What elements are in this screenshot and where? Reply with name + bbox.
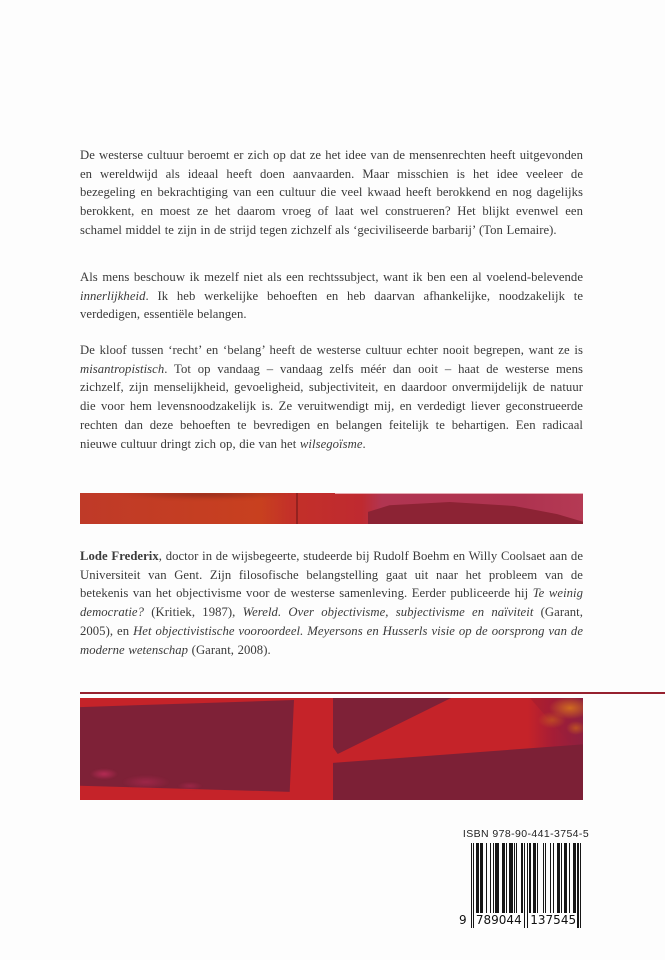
artwork-band-maroon-wedge bbox=[333, 698, 451, 754]
barcode-module bbox=[580, 843, 581, 928]
isbn-label: ISBN 978-90-441-3754-5 bbox=[462, 828, 590, 840]
barcode-bars bbox=[459, 843, 581, 928]
artwork-band-orange-speckle bbox=[532, 698, 583, 746]
barcode-lead-digit: 9 bbox=[459, 913, 467, 927]
divider-rule bbox=[80, 692, 665, 694]
barcode-digits-right: 137545 bbox=[530, 913, 577, 927]
author-bio bbox=[80, 547, 583, 659]
paragraph-recht-belang bbox=[80, 341, 583, 453]
text-segment: (Garant, 2008). bbox=[188, 642, 271, 657]
artwork-strip-hairline bbox=[335, 493, 583, 494]
barcode-digits-left: 789044 bbox=[475, 913, 522, 927]
text-segment: misantropistisch bbox=[80, 361, 165, 376]
isbn-barcode bbox=[459, 828, 590, 928]
paragraph-human-rights bbox=[80, 146, 583, 240]
text-segment: . Ik heb werkelijke behoeften en heb daarvan afhankelijke, noodzakelijk te verdedigen, essentiële belangen. bbox=[80, 288, 583, 322]
text-segment: . bbox=[362, 436, 366, 451]
artwork-band-bottom-maroon bbox=[333, 742, 583, 800]
text-segment: Als mens beschouw ik mezelf niet als een rechtssubject, want ik ben een al voelend-belevende bbox=[80, 270, 583, 284]
text-segment: innerlijkheid bbox=[80, 288, 146, 303]
artwork-band-pink-speckle bbox=[82, 756, 242, 794]
artwork-strip-seam bbox=[296, 493, 298, 524]
text-segment: wilsegoïsme bbox=[299, 436, 363, 451]
text-segment: De kloof tussen ‘recht’ en ‘belang’ heeft de westerse cultuur echter nooit begrepen, want ze is bbox=[80, 343, 583, 357]
artwork-band bbox=[80, 698, 583, 800]
artwork-strip-smudge bbox=[100, 493, 310, 503]
text-segment: , doctor in de wijsbegeerte, studeerde bij Rudolf Boehm en Willy Coolsaet aan de Universiteit van Gent. Zijn filosofische belangstelling gaat uit naar het probleem van de betekenis van het objectivisme voor de westerse samenleving. Eerder publiceerde hij bbox=[80, 549, 583, 601]
artwork-strip bbox=[80, 493, 583, 524]
text-segment: (Garant, 2005), en bbox=[80, 605, 583, 638]
text-segment: . Tot op vandaag – vandaag zelfs méér dan ooit – haat de westerse mens zichzelf, zijn menselijkheid, gevoeligheid, subjectiviteit, en daardoor onvermijdelijk de natuur die voor hem levensnoodzakelijk is. Ze veruitwendigt mij, en verdedigt liever geconstrueerde rechten dan deze behoeften te bevredigen en belangen feitelijk te behartigen. Een radicaal nieuwe cultuur dringt zich op, die van het bbox=[80, 361, 583, 451]
text-segment: Lode Frederix bbox=[80, 549, 159, 563]
text-segment: Te weinig democratie? bbox=[80, 586, 584, 620]
text-segment: Het objectivistische vooroordeel. Meyersons en Husserls visie op de oorsprong van de moderne wetenschap bbox=[80, 623, 584, 657]
text-segment: Wereld. Over objectivisme, subjectivisme en naïviteit bbox=[242, 605, 534, 620]
paragraph-inner-life bbox=[80, 268, 583, 324]
text-segment: De westerse cultuur beroemt er zich op dat ze het idee van de mensenrechten heeft uitgevonden en wereldwijd als ideaal heeft doen aanvaarden. Maar misschien is het idee veeleer de bezegeling en bekrachtiging van een cultuur die veel kwaad heeft berokkend en nog dagelijks berokkent, en moest ze het daarom vroeg of laat wel construeren? Het blijkt evenwel een schamel middel te zijn in de strijd tegen zichzelf als ‘geciviliseerde barbarij’ (Ton Lemaire). bbox=[80, 148, 583, 237]
text-segment: (Kritiek, 1987), bbox=[143, 605, 243, 620]
